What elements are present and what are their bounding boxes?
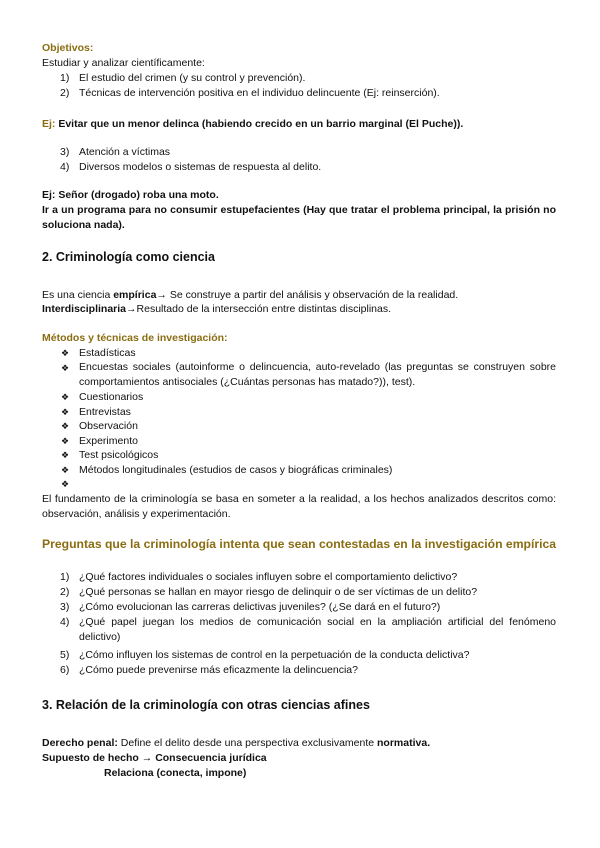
list-item: ¿Cómo puede prevenirse más eficazmente la delincuencia? xyxy=(79,664,358,676)
list-item: Técnicas de intervención positiva en el individuo delincuente (Ej: reinserción). xyxy=(79,87,440,99)
arrow-right-icon: → xyxy=(141,752,153,764)
derecho-penal-line xyxy=(42,736,430,750)
relaciona-line: Relaciona (conecta, impone) xyxy=(104,767,247,779)
preguntas-heading: Preguntas que la criminología intenta que sean contestadas en la investigación empírica xyxy=(42,537,557,551)
list-item: Métodos longitudinales (estudios de casos y biográficas criminales) xyxy=(79,464,393,476)
example-text: Evitar que un menor delinca (habiendo crecido en un barrio marginal (El Puche)). xyxy=(58,118,464,130)
list-number: 1) xyxy=(60,571,70,583)
list-item: ¿Cómo influyen los sistemas de control en la perpetuación de la conducta delictiva? xyxy=(79,649,470,661)
metodos-heading: Métodos y técnicas de investigación: xyxy=(42,332,228,344)
supuesto-line xyxy=(42,751,267,765)
list-item: ¿Qué factores individuales o sociales influyen sobre el comportamiento delictivo? xyxy=(79,571,458,583)
list-item: Entrevistas xyxy=(79,406,131,418)
diamond-bullet-icon: ❖ xyxy=(61,363,70,373)
list-number: 2) xyxy=(60,586,70,598)
list-item: ¿Cómo evolucionan las carreras delictivas juveniles? (¿Se dará en el futuro?) xyxy=(79,601,441,613)
fundamento-paragraph: El fundamento de la criminología se basa en someter a la realidad, a los hechos analizados descritos como: observación, análisis y experimentación. xyxy=(42,493,556,520)
definition-interdisciplinaria xyxy=(42,302,391,316)
list-item: Encuestas sociales (autoinforme o delincuencia, auto-revelado (las preguntas se construyen sobre comportamientos antisociales (¿Cuántas personas has matado?)), test). xyxy=(79,361,556,388)
list-item: Experimento xyxy=(79,435,138,447)
objetivos-heading: Objetivos: xyxy=(42,42,94,54)
list-number: 1) xyxy=(60,72,70,84)
diamond-bullet-icon: ❖ xyxy=(61,421,70,431)
list-item: Cuestionarios xyxy=(79,391,144,403)
list-number: 5) xyxy=(60,649,70,661)
consecuencia-text: Consecuencia jurídica xyxy=(155,752,267,764)
list-number: 4) xyxy=(60,616,70,628)
example-label: Ej: xyxy=(42,118,56,130)
list-number: 4) xyxy=(60,161,70,173)
arrow-right-icon: → xyxy=(156,289,167,301)
list-item: Estadísticas xyxy=(79,347,136,359)
list-item: Observación xyxy=(79,420,138,432)
list-item: Test psicológicos xyxy=(79,449,159,461)
list-item: ¿Qué personas se hallan en mayor riesgo de delinquir o de ser víctimas de un delito? xyxy=(79,586,478,598)
example-2-line2: Ir a un programa para no consumir estupefacientes (Hay que tratar el problema principal, la prisión no soluciona nada). xyxy=(42,204,556,231)
list-number: 3) xyxy=(60,601,70,613)
objetivos-intro: Estudiar y analizar científicamente: xyxy=(42,57,205,69)
definition-term: Interdisciplinaria xyxy=(42,303,127,315)
list-item: El estudio del crimen (y su control y prevención). xyxy=(79,72,306,84)
derecho-term: normativa. xyxy=(377,737,431,749)
list-number: 3) xyxy=(60,146,70,158)
section-2-title: 2. Criminología como ciencia xyxy=(42,250,215,264)
supuesto-text: Supuesto de hecho xyxy=(42,752,139,764)
diamond-bullet-icon: ❖ xyxy=(61,392,70,402)
definition-text: Es una ciencia xyxy=(42,289,114,301)
definition-term: empírica xyxy=(113,289,157,301)
example-1 xyxy=(42,117,463,131)
diamond-bullet-icon: ❖ xyxy=(61,479,70,489)
diamond-bullet-icon: ❖ xyxy=(61,436,70,446)
diamond-bullet-icon: ❖ xyxy=(61,465,70,475)
section-3-title: 3. Relación de la criminología con otras ciencias afines xyxy=(42,698,370,712)
example-2-line1: Ej: Señor (drogado) roba una moto. xyxy=(42,189,219,201)
derecho-text: Define el delito desde una perspectiva exclusivamente xyxy=(117,737,378,749)
derecho-label: Derecho penal: xyxy=(42,737,118,749)
arrow-right-icon: → xyxy=(126,303,137,315)
diamond-bullet-icon: ❖ xyxy=(61,450,70,460)
list-number: 2) xyxy=(60,87,70,99)
diamond-bullet-icon: ❖ xyxy=(61,348,70,358)
list-number: 6) xyxy=(60,664,70,676)
definition-text: Resultado de la intersección entre distintas disciplinas. xyxy=(136,303,392,315)
diamond-bullet-icon: ❖ xyxy=(61,407,70,417)
list-item: ¿Qué papel juegan los medios de comunicación social en la ampliación artificial del fenómeno delictivo) xyxy=(79,616,556,643)
list-item: Diversos modelos o sistemas de respuesta al delito. xyxy=(79,161,322,173)
definition-empirica xyxy=(42,288,458,302)
definition-text: Se construye a partir del análisis y observación de la realidad. xyxy=(166,289,459,301)
list-item: Atención a víctimas xyxy=(79,146,171,158)
